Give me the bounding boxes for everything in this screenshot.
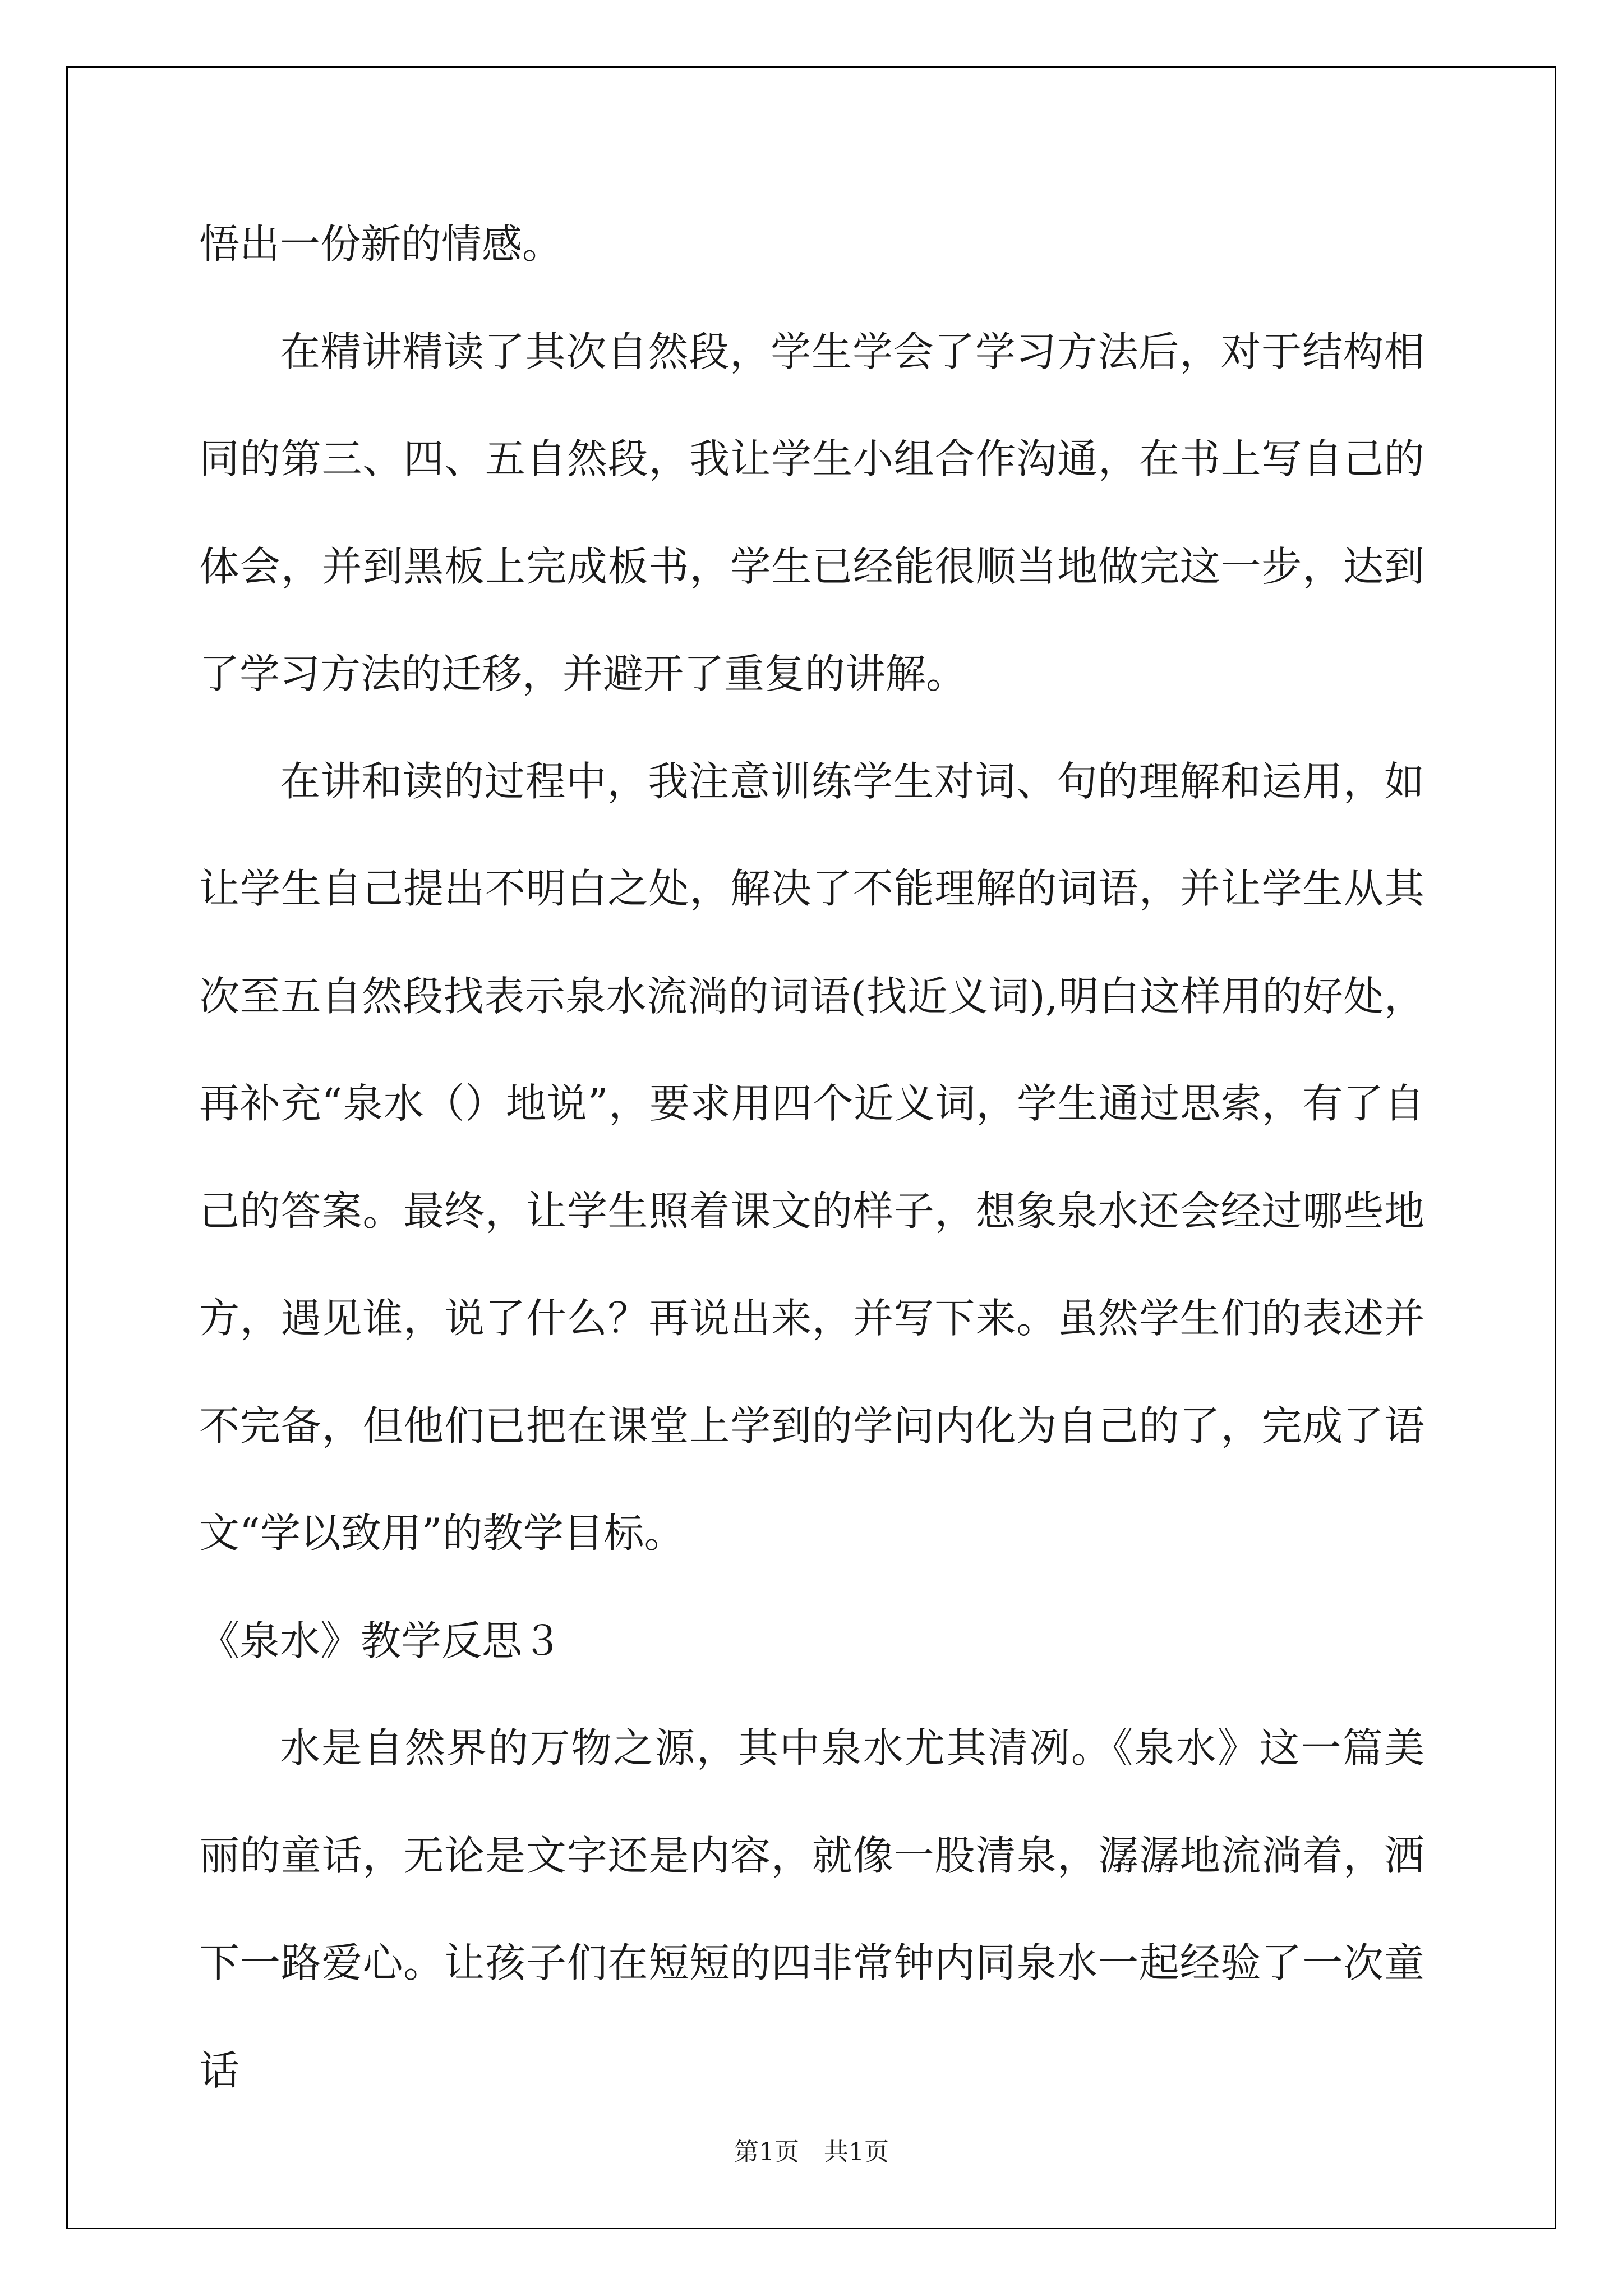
document-body <box>199 191 1424 2124</box>
paragraph-word-training: 在讲和读的过程中，我注意训练学生对词、句的理解和运用，如让学生自己提出不明白之处，解决了不能理解的词语，并让学生从其次至五自然段找表示泉水流淌的词语(找近义词),明白这样用的好处，再补充“泉水（）地说”，要求用四个近义词，学生通过思索，有了自己的答案。最终，让学生照着课文的样子，想象泉水还会经过哪些地方，遇见谁，说了什么？再说出来，并写下来。虽然学生们的表述并不完备，但他们已把在课堂上学到的学问内化为自己的了，完成了语文“学以致用”的教学目标。 <box>199 757 1424 1557</box>
paragraph-continuation: 悟出一份新的情感。 <box>199 220 563 268</box>
paragraph-method-transfer: 在精讲精读了其次自然段，学生学会了学习方法后，对于结构相同的第三、四、五自然段，我让学生小组合作沟通，在书上写自己的体会，并到黑板上完成板书，学生已经能很顺当地做完这一步，达到了学习方法的迁移，并避开了重复的讲解。 <box>199 328 1424 697</box>
section-heading: 《泉水》教学反思３ <box>199 1617 563 1664</box>
paragraph-spring-intro: 水是自然界的万物之源，其中泉水尤其清冽。《泉水》这一篇美丽的童话，无论是文字还是内容，就像一股清泉，潺潺地流淌着，洒下一路爱心。让孩子们在短短的四非常钟内同泉水一起经验了一次童话 <box>199 1724 1424 2094</box>
page-number-footer: 第1页 共1页 <box>734 2138 889 2166</box>
